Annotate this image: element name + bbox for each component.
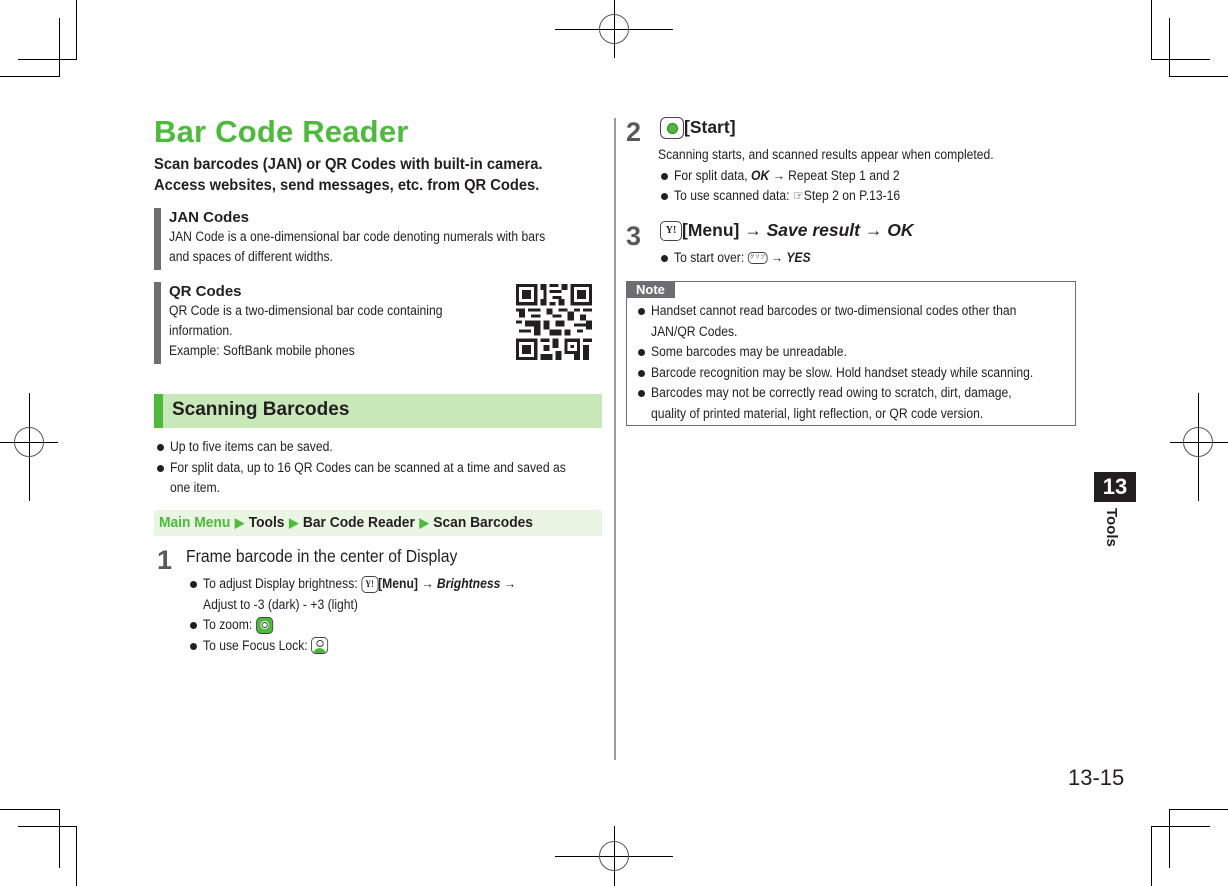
- focus-lock-key-icon: [311, 637, 328, 654]
- chapter-tab-label: Tools: [1103, 508, 1120, 547]
- page-title: Bar Code Reader: [154, 114, 409, 149]
- note-label: Note: [626, 281, 675, 298]
- arrow-icon: →: [421, 576, 434, 591]
- list-item: For split data, up to 16 QR Codes can be scanned at a time and saved as: [154, 458, 610, 479]
- list-item: To zoom:: [187, 615, 551, 636]
- list-item: Up to five items can be saved.: [154, 437, 610, 458]
- list-item: Barcode recognition may be slow. Hold handset steady while scanning.: [635, 363, 1076, 384]
- pointing-hand-icon: ☞: [792, 188, 804, 203]
- yahoo-key-icon: Y!: [660, 221, 682, 241]
- step-number: 3: [626, 221, 642, 251]
- triangle-right-icon: ▶: [419, 515, 429, 530]
- page-number: 13-15: [1068, 765, 1125, 790]
- list-item: For split data, OK → Repeat Step 1 and 2: [658, 166, 1031, 187]
- column-divider: [614, 118, 616, 760]
- qr-code-image: [516, 284, 592, 360]
- start-key-icon: [660, 117, 684, 139]
- note-box: Note Handset cannot read barcodes or two-dimensional codes other than JAN/QR Codes. Some barcodes may be unreadable. Barcode recognition may be slow. Hold handset steady while scanning. Barcodes may not be correctly read owing to scratch, dirt, damage, quality of printed material, light reflection, or QR code version.: [626, 281, 1076, 426]
- step-title: [Start]: [660, 117, 736, 139]
- step-title: Frame barcode in the center of Display: [186, 546, 458, 566]
- definition-jan-codes: JAN Codes JAN Code is a one-dimensional bar code denoting numerals with bars and spaces of different widths.: [154, 208, 587, 270]
- definition-qr-codes: QR Codes QR Code is a two-dimensional bar code containing information. Example: SoftBank mobile phones: [154, 282, 473, 364]
- list-item: To start over: クリア → YES: [658, 248, 826, 269]
- chapter-tab-number[interactable]: 13: [1094, 472, 1136, 502]
- breadcrumb-bar-code-reader: Bar Code Reader: [302, 514, 415, 531]
- breadcrumb-scan-barcodes: Scan Barcodes: [433, 514, 533, 531]
- zoom-key-icon: [256, 617, 273, 634]
- page-subtitle: Scan barcodes (JAN) or QR Codes with built-in camera. Access websites, send messages, etc. from QR Codes.: [154, 156, 543, 194]
- step-number: 1: [157, 545, 173, 575]
- arrow-icon: →: [744, 220, 762, 240]
- step-number: 2: [626, 117, 642, 147]
- arrow-icon: →: [503, 576, 516, 591]
- breadcrumb-main-menu: Main Menu: [159, 514, 231, 531]
- list-item: To use Focus Lock:: [187, 636, 551, 657]
- section-heading: Scanning Barcodes: [154, 394, 602, 428]
- step-3-bullets: [658, 248, 826, 269]
- arrow-icon: →: [772, 167, 785, 183]
- triangle-right-icon: ▶: [289, 515, 299, 530]
- definition-heading: QR Codes: [169, 283, 242, 300]
- list-item: To use scanned data: ☞Step 2 on P.13-16: [658, 186, 1031, 207]
- menu-path-breadcrumb: [154, 510, 602, 536]
- clear-key-icon: クリア: [748, 252, 768, 264]
- arrow-icon: →: [864, 220, 883, 240]
- yahoo-key-icon: Y!: [361, 576, 378, 593]
- list-item: Barcodes may not be correctly read owing to scratch, dirt, damage,: [635, 383, 1076, 404]
- step-1-bullets: To adjust Display brightness: Y! [Menu] → Brightness → Adjust to -3 (dark) - +3 (light) To zoom: To use Focus Lock:: [187, 574, 551, 656]
- definition-heading: JAN Codes: [169, 209, 250, 226]
- step-title: Y! [Menu] → Save result → OK: [660, 220, 914, 241]
- triangle-right-icon: ▶: [234, 515, 245, 530]
- step-2-body: Scanning starts, and scanned results appear when completed. For split data, OK → Repeat Step 1 and 2 To use scanned data: ☞Step 2 on P.13-16: [658, 145, 1031, 207]
- list-item: To adjust Display brightness: Y! [Menu] → Brightness →: [187, 574, 551, 595]
- section-bullet-list: Up to five items can be saved. For split data, up to 16 QR Codes can be scanned at a time and saved as one item.: [154, 437, 610, 499]
- list-item: Handset cannot read barcodes or two-dimensional codes other than: [635, 301, 1076, 322]
- list-item: Some barcodes may be unreadable.: [635, 342, 1076, 363]
- arrow-icon: →: [770, 250, 783, 265]
- breadcrumb-tools: Tools: [248, 514, 285, 531]
- page-reference-link[interactable]: Step 2 on P.13-16: [803, 188, 901, 203]
